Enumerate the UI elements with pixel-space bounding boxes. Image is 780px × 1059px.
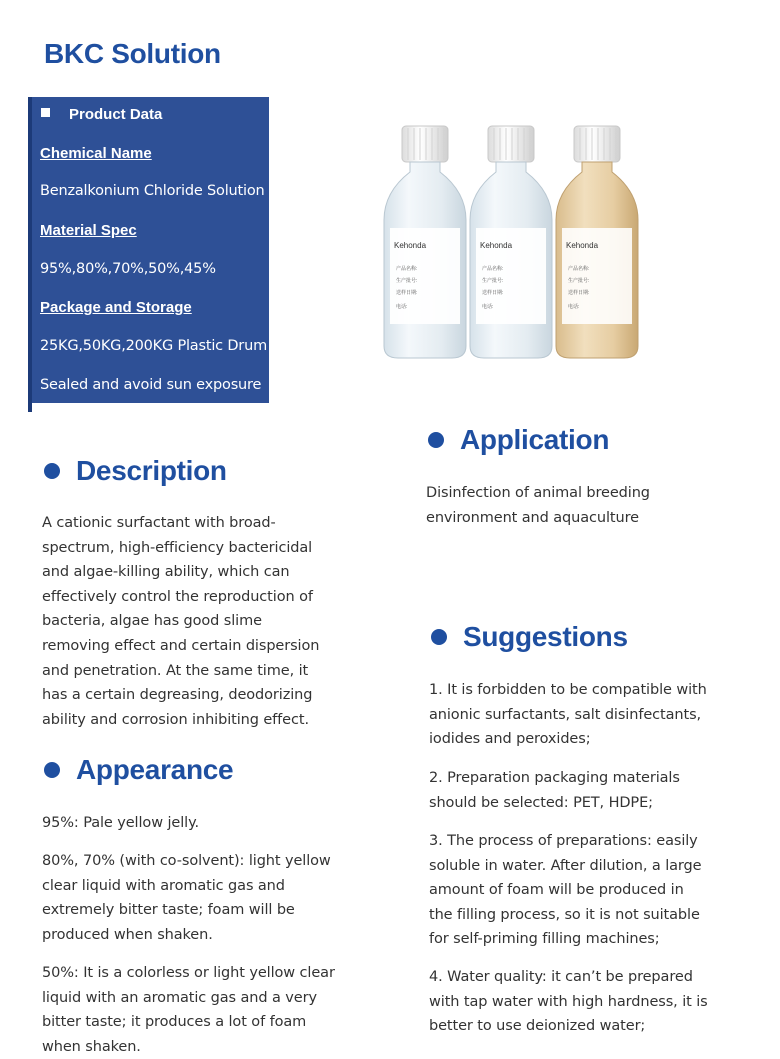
suggestion-line: 1. It is forbidden to be compatible with	[429, 682, 707, 698]
suggestion-item-4	[429, 965, 708, 1039]
suggestions-heading-text: Suggestions	[463, 621, 628, 652]
description-line: removing effect and certain dispersion	[42, 637, 320, 654]
appearance-line: 95%: Pale yellow jelly.	[42, 815, 199, 831]
appearance-item-3	[42, 961, 335, 1059]
appearance-heading	[44, 754, 233, 786]
description-heading-text: Description	[76, 455, 227, 486]
product-data-panel	[28, 97, 269, 403]
suggestion-item-3	[429, 829, 701, 952]
suggestion-line: better to use deionized water;	[429, 1018, 646, 1035]
storage-value: Sealed and avoid sun exposure	[40, 377, 262, 393]
svg-text:产品名称:: 产品名称:	[482, 266, 504, 272]
square-bullet-icon	[41, 108, 50, 117]
svg-text:生产批号:: 生产批号:	[482, 278, 504, 284]
bottle-50-percent	[384, 126, 466, 358]
appearance-item-1	[42, 811, 199, 836]
suggestion-line: anionic surfactants, salt disinfectants,	[429, 706, 702, 723]
suggestion-line: 3. The process of preparations: easily	[429, 833, 698, 849]
appearance-line: 50%: It is a colorless or light yellow clear	[42, 965, 335, 981]
bullet-dot-icon	[431, 629, 447, 645]
appearance-line: liquid with an aromatic gas and a very	[42, 989, 317, 1006]
appearance-line: when shaken.	[42, 1038, 141, 1055]
bottle-80-percent	[470, 126, 552, 358]
description-line: and algae-killing ability, which can	[42, 564, 290, 581]
appearance-heading-text: Appearance	[76, 754, 234, 785]
bottle-95-percent	[556, 126, 638, 358]
package-storage-label: Package and Storage	[40, 299, 192, 316]
svg-text:生产批号:: 生产批号:	[568, 278, 590, 284]
svg-text:产品名称:: 产品名称:	[568, 266, 590, 272]
package-value: 25KG,50KG,200KG Plastic Drum	[40, 338, 267, 354]
svg-text:Kehonda: Kehonda	[394, 241, 427, 250]
svg-text:产品名称:: 产品名称:	[396, 266, 418, 272]
chemical-name-value: Benzalkonium Chloride Solution	[40, 183, 265, 199]
application-line: Disinfection of animal breeding	[426, 485, 650, 501]
appearance-line: clear liquid with aromatic gas and	[42, 877, 285, 894]
description-line: effectively control the reproduction of	[42, 588, 313, 605]
svg-text:送样日期:: 送样日期:	[396, 290, 418, 296]
suggestion-item-2	[429, 766, 680, 815]
suggestion-item-1	[429, 678, 707, 752]
description-line: A cationic surfactant with broad-	[42, 515, 276, 531]
appearance-item-2	[42, 849, 331, 947]
application-heading-text: Application	[460, 424, 610, 455]
page-title: BKC Solution	[44, 38, 221, 69]
description-text	[42, 511, 319, 732]
suggestion-line: amount of foam will be produced in	[429, 882, 684, 899]
suggestion-line: 2. Preparation packaging materials	[429, 770, 680, 786]
description-line: has a certain degreasing, deodorizing	[42, 687, 313, 704]
svg-text:送样日期:: 送样日期:	[482, 290, 504, 296]
svg-text:生产批号:: 生产批号:	[396, 278, 418, 284]
suggestion-line: soluble in water. After dilution, a large	[429, 857, 702, 874]
product-bottles-image	[380, 120, 670, 380]
suggestions-heading	[431, 621, 628, 653]
svg-text:Kehonda: Kehonda	[480, 241, 513, 250]
chemical-name-label: Chemical Name	[40, 145, 152, 162]
description-line: spectrum, high-efficiency bactericidal	[42, 539, 313, 556]
material-spec-value: 95%,80%,70%,50%,45%	[40, 261, 216, 277]
bullet-dot-icon	[44, 463, 60, 479]
description-heading	[44, 455, 227, 487]
product-data-header: Product Data	[69, 106, 163, 123]
appearance-line: bitter taste; it produces a lot of foam	[42, 1014, 307, 1031]
appearance-line: extremely bitter taste; foam will be	[42, 902, 295, 919]
svg-text:电话:: 电话:	[396, 304, 408, 310]
suggestion-line: 4. Water quality: it can’t be prepared	[429, 969, 693, 985]
suggestion-line: should be selected: PET, HDPE;	[429, 794, 653, 811]
panel-accent-bar	[28, 97, 32, 412]
appearance-line: produced when shaken.	[42, 926, 213, 943]
application-heading	[428, 424, 609, 456]
application-line: environment and aquaculture	[426, 509, 639, 526]
suggestion-line: the filling process, so it is not suitable	[429, 906, 700, 923]
description-line: ability and corrosion inhibiting effect.	[42, 711, 309, 728]
bullet-dot-icon	[44, 762, 60, 778]
bullet-dot-icon	[428, 432, 444, 448]
suggestion-line: for self-priming filling machines;	[429, 931, 660, 948]
suggestion-line: iodides and peroxides;	[429, 731, 591, 748]
description-line: and penetration. At the same time, it	[42, 662, 309, 679]
svg-text:电话:: 电话:	[482, 304, 494, 310]
appearance-line: 80%, 70% (with co-solvent): light yellow	[42, 853, 331, 869]
description-line: bacteria, algae has good slime	[42, 613, 262, 630]
application-text	[426, 481, 650, 530]
svg-text:Kehonda: Kehonda	[566, 241, 599, 250]
suggestion-line: with tap water with high hardness, it is	[429, 993, 708, 1010]
svg-text:电话:: 电话:	[568, 304, 580, 310]
svg-text:送样日期:: 送样日期:	[568, 290, 590, 296]
material-spec-label: Material Spec	[40, 222, 137, 239]
